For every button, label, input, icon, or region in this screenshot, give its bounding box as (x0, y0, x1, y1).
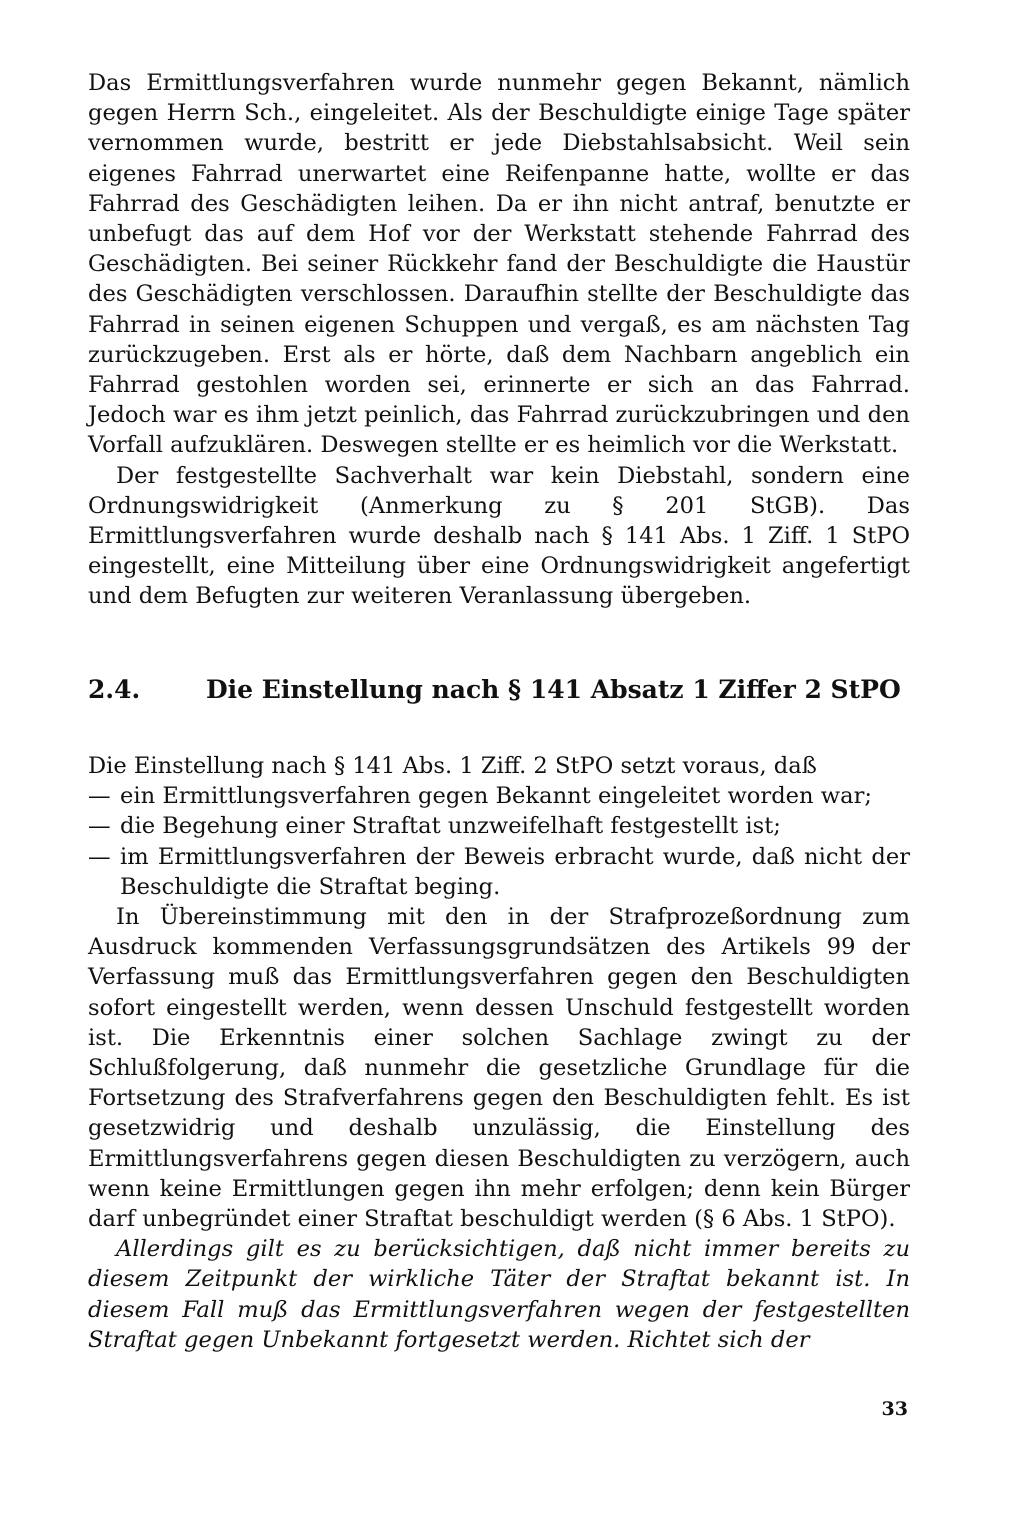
page-number: 33 (881, 1398, 908, 1420)
paragraph-legal-principle: In Übereinstimmung mit den in der Strafprozeßordnung zum Ausdruck kommenden Verfassungsgrundsätzen des Artikels 99 der Verfassung muß das Ermittlungsverfahren gegen den Beschuldigten sofort eingestellt werden, wenn dessen Unschuld festgestellt worden ist. Die Erkenntnis einer solchen Sachlage zwingt zu der Schlußfolgerung, daß nunmehr die gesetzliche Grundlage für die Fortsetzung des Strafverfahrens gegen den Beschuldigten fehlt. Es ist gesetzwidrig und deshalb unzulässig, die Einstellung des Ermittlungsverfahrens gegen diesen Beschuldigten zu verzögern, auch wenn keine Ermittlungen gegen ihn mehr erfolgen; denn kein Bürger darf unbegründet einer Straftat beschuldigt werden (§ 6 Abs. 1 StPO). (88, 904, 910, 1233)
paragraph-case-conclusion: Der festgestellte Sachverhalt war kein Diebstahl, sondern eine Ordnungswidrigkeit (Anmerkung zu § 201 StGB). Das Ermittlungsverfahren wurde deshalb nach § 141 Abs. 1 Ziff. 1 StPO eingestellt, eine Mitteilung über eine Ordnungswidrigkeit angefertigt und dem Befugten zur weiteren Veranlassung übergeben. (88, 462, 910, 610)
section-number: 2.4. (88, 675, 141, 704)
list-item: — im Ermittlungsverfahren der Beweis erbracht wurde, daß nicht der Beschuldigte die Straftat beging. (88, 843, 910, 900)
section-heading (88, 673, 910, 707)
list-item: — ein Ermittlungsverfahren gegen Bekannt eingeleitet worden war; (88, 781, 910, 811)
paragraph-case-description: Das Ermittlungsverfahren wurde nunmehr gegen Bekannt, nämlich gegen Herrn Sch., eingeleitet. Als der Beschuldigte einige Tage später vernommen wurde, bestritt er jede Diebstahlsabsicht. Weil sein eigenes Fahrrad unerwartet eine Reifenpanne hatte, wollte er das Fahrrad des Geschädigten leihen. Da er ihn nicht antraf, benutzte er unbefugt das auf dem Hof vor der Werkstatt stehende Fahrrad des Geschädigten. Bei seiner Rückkehr fand der Beschuldigte die Haustür des Geschädigten verschlossen. Daraufhin stellte der Beschuldigte das Fahrrad in seinen eigenen Schuppen und vergaß, es am nächsten Tag zurückzugeben. Erst als er hörte, daß dem Nachbarn angeblich ein Fahrrad gestohlen worden sei, erinnerte er sich an das Fahrrad. Jedoch war es ihm jetzt peinlich, das Fahrrad zurückzubringen und den Vorfall aufzuklären. Deswegen stellte er es heimlich vor die Werkstatt. (88, 70, 910, 459)
paragraph-italic-note: Allerdings gilt es zu berücksichtigen, daß nicht immer bereits zu diesem Zeitpunkt der wirkliche Täter der Straftat bekannt ist. In diesem Fall muß das Ermittlungsverfahren wegen der festgestellten Straftat gegen Unbekannt fortgesetzt werden. Richtet sich der (88, 1236, 910, 1353)
section-body (88, 751, 910, 1355)
dash-bullet: — (88, 783, 111, 810)
dash-bullet: — (88, 813, 111, 840)
list-item: — die Begehung einer Straftat unzweifelhaft festgestellt ist; (88, 811, 910, 841)
conditions-list (88, 781, 910, 902)
section-title: Die Einstellung nach § 141 Absatz 1 Ziffer 2 StPO (206, 675, 901, 704)
dash-bullet: — (88, 843, 111, 870)
top-text-block (88, 68, 910, 612)
conditions-intro: Die Einstellung nach § 141 Abs. 1 Ziff. 2 StPO setzt voraus, daß (88, 753, 817, 779)
